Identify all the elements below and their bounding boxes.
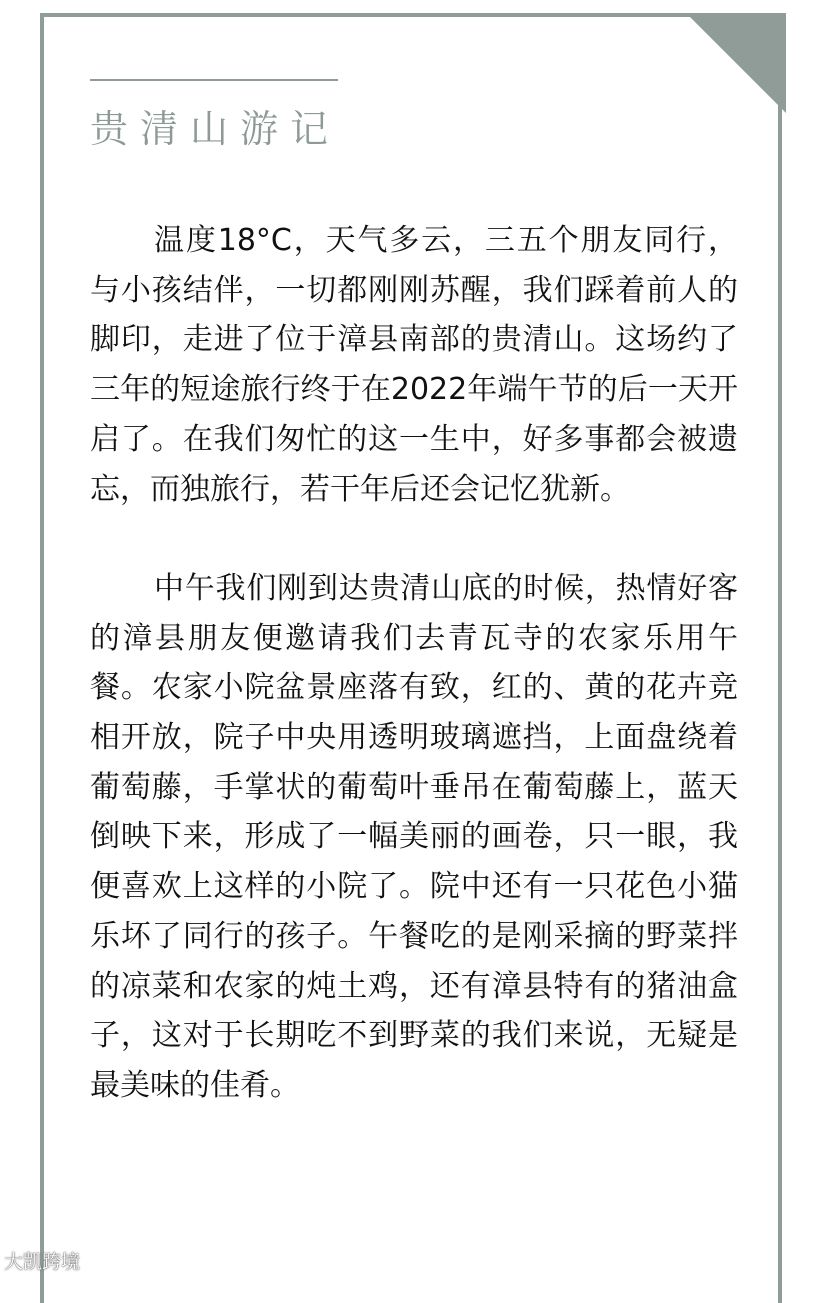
article-title: 贵清山游记 [90,107,341,151]
watermark-text: 大凯跨境 [4,1251,81,1273]
title-divider [90,79,338,81]
paragraph-2: 中午我们刚到达贵清山底的时候，热情好客的漳县朋友便邀请我们去青瓦寺的农家乐用午餐。农家小院盆景座落有致，红的、黄的花卉竞相开放，院子中央用透明玻璃遮挡，上面盘绕着葡萄藤，手掌状的葡萄叶垂吊在葡萄藤上，蓝天倒映下来，形成了一幅美丽的画卷，只一眼，我便喜欢上这样的小院了。院中还有一只花色小猫乐坏了同行的孩子。午餐吃的是刚采摘的野菜拌的凉菜和农家的炖土鸡，还有漳县特有的猪油盒子，这对于长期吃不到野菜的我们来说，无疑是最美味的佳肴。 [90,570,738,1103]
paragraph-1: 温度18°C，天气多云，三五个朋友同行，与小孩结伴，一切都刚刚苏醒，我们踩着前人的脚印，走进了位于漳县南部的贵清山。这场约了三年的短途旅行终于在2022年端午节的后一天开启了。在我们匆忙的这一生中，好多事都会被遗忘，而独旅行，若干年后还会记忆犹新。 [90,223,738,507]
article-body [90,216,738,1111]
corner-fold-decoration [686,13,786,113]
